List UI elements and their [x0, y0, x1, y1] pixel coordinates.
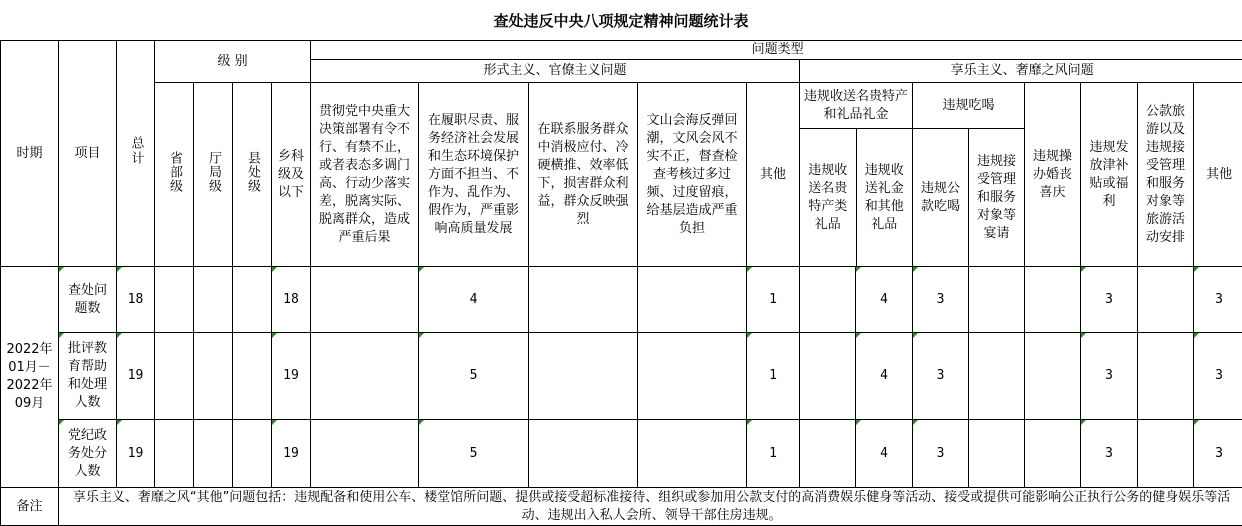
header-hedonism-group: 享乐主义、奢靡之风问题 [800, 60, 1242, 83]
cell-gift-specialty [800, 420, 856, 488]
cell-hedonism-other: 3 [1194, 333, 1242, 420]
cell-total: 18 [117, 267, 155, 333]
cell-level-province [155, 267, 194, 333]
dining-group-label: 违规吃喝 [913, 83, 1024, 129]
note-label: 备注 [1, 488, 59, 526]
header-formalism-group: 形式主义、官僚主义问题 [311, 60, 800, 83]
cell-formalism-2: 5 [419, 333, 529, 420]
header-formalism-col-3: 在联系服务群众中消极应付、冷硬横推、效率低下，损害群众利益，群众反映强烈 [529, 83, 638, 267]
cell-level-province [155, 333, 194, 420]
gift-group-label: 违规收送名贵特产和礼品礼金 [800, 83, 912, 129]
cell-level-bureau [194, 420, 233, 488]
cell-level-bureau [194, 333, 233, 420]
cell-dining-public: 3 [913, 333, 969, 420]
level-label: 省部级 [165, 151, 183, 193]
period-cell: 2022年01月－2022年09月 [1, 267, 59, 488]
table-title: 查处违反中央八项规定精神问题统计表 [0, 0, 1242, 40]
cell-level-county [233, 267, 272, 333]
header-item: 项目 [59, 41, 117, 267]
cell-formalism-other: 1 [747, 333, 800, 420]
cell-formalism-4 [638, 267, 747, 333]
header-level-township: 乡科级及以下 [272, 83, 311, 267]
cell-allowance: 3 [1081, 420, 1138, 488]
statistics-table [0, 40, 1242, 526]
cell-formalism-1 [311, 420, 419, 488]
cell-travel [1138, 267, 1194, 333]
header-level-group: 级 别 [155, 41, 311, 83]
cell-hedonism-other: 3 [1194, 267, 1242, 333]
header-gift-group [800, 83, 913, 267]
cell-gift-specialty [800, 267, 856, 333]
cell-level-bureau [194, 267, 233, 333]
header-allowance: 违规发放津补贴或福利 [1081, 83, 1138, 267]
row-label: 查处问题数 [59, 267, 117, 333]
note-row [1, 488, 1242, 526]
header-level-bureau [194, 83, 233, 267]
cell-wedding [1025, 420, 1081, 488]
cell-hedonism-other: 3 [1194, 420, 1242, 488]
cell-total: 19 [117, 333, 155, 420]
header-formalism-col-4: 文山会海反弹回潮，文风会风不实不正，督查检查考核过多过频、过度留痕，给基层造成严重负担 [638, 83, 747, 267]
header-dining-group [913, 83, 1025, 267]
header-problem-type: 问题类型 [311, 41, 1242, 60]
row-label: 批评教育帮助和处理人数 [59, 333, 117, 420]
cell-dining-banquet [969, 333, 1025, 420]
cell-formalism-other: 1 [747, 267, 800, 333]
cell-level-township: 19 [272, 333, 311, 420]
cell-gift-money: 4 [856, 267, 913, 333]
cell-travel [1138, 420, 1194, 488]
header-formalism-col-2: 在履职尽责、服务经济社会发展和生态环境保护方面不担当、不作为、乱作为、假作为，严重影响高质量发展 [419, 83, 529, 267]
row-label: 党纪政务处分人数 [59, 420, 117, 488]
cell-total: 19 [117, 420, 155, 488]
cell-dining-banquet [969, 420, 1025, 488]
cell-dining-public: 3 [913, 420, 969, 488]
header-hedonism-other: 其他 [1194, 83, 1242, 267]
header-gift-money: 违规收送礼金和其他礼品 [857, 129, 913, 266]
cell-gift-money: 4 [856, 420, 913, 488]
cell-allowance: 3 [1081, 333, 1138, 420]
cell-formalism-3 [529, 267, 638, 333]
cell-formalism-1 [311, 333, 419, 420]
cell-formalism-4 [638, 333, 747, 420]
cell-dining-public: 3 [913, 267, 969, 333]
cell-level-township: 19 [272, 420, 311, 488]
cell-formalism-2: 5 [419, 420, 529, 488]
cell-formalism-4 [638, 420, 747, 488]
cell-wedding [1025, 267, 1081, 333]
table-row [1, 267, 1242, 333]
cell-level-province [155, 420, 194, 488]
header-wedding: 违规操办婚丧喜庆 [1025, 83, 1081, 267]
header-total [117, 41, 155, 267]
table-row [1, 333, 1242, 420]
cell-formalism-2: 4 [419, 267, 529, 333]
cell-travel [1138, 333, 1194, 420]
cell-allowance: 3 [1081, 267, 1138, 333]
header-dining-public: 违规公款吃喝 [913, 129, 969, 266]
header-level-province [155, 83, 194, 267]
cell-formalism-other: 1 [747, 420, 800, 488]
header-period: 时期 [1, 41, 59, 267]
header-level-county [233, 83, 272, 267]
header-travel: 公款旅游以及违规接受管理和服务对象等旅游活动安排 [1138, 83, 1194, 267]
header-total-label: 总计 [127, 136, 145, 166]
level-label: 厅局级 [204, 151, 222, 193]
cell-formalism-3 [529, 420, 638, 488]
cell-gift-money: 4 [856, 333, 913, 420]
header-formalism-other: 其他 [747, 83, 800, 267]
cell-level-township: 18 [272, 267, 311, 333]
header-gift-specialty: 违规收送名贵特产类礼品 [800, 129, 857, 266]
header-dining-banquet: 违规接受管理和服务对象等宴请 [969, 129, 1024, 266]
note-text: 享乐主义、奢靡之风“其他”问题包括：违规配备和使用公车、楼堂馆所问题、提供或接受超标准接待、组织或参加用公款支付的高消费娱乐健身等活动、接受或提供可能影响公正执行公务的健身娱乐等活动、违规出入私人会所、领导干部住房违规。 [59, 488, 1242, 526]
level-label: 县处级 [243, 151, 261, 193]
cell-formalism-3 [529, 333, 638, 420]
table-row [1, 420, 1242, 488]
header-formalism-col-1: 贯彻党中央重大决策部署有令不行、有禁不止，或者表态多调门高、行动少落实差，脱离实际、脱离群众，造成严重后果 [311, 83, 419, 267]
cell-formalism-1 [311, 267, 419, 333]
cell-level-county [233, 420, 272, 488]
cell-dining-banquet [969, 267, 1025, 333]
cell-level-county [233, 333, 272, 420]
cell-gift-specialty [800, 333, 856, 420]
cell-wedding [1025, 333, 1081, 420]
